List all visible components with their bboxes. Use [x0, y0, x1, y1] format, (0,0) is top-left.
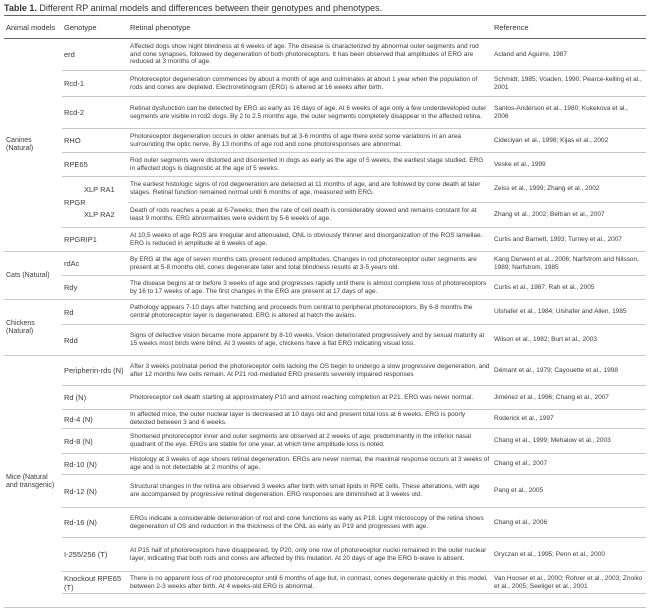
table-row — [4, 356, 646, 386]
phenotype-cell: Photoreceptor cell death starting at approximately P10 and almost reaching completion at P21. ERG was never normal. — [128, 386, 492, 410]
genotype-cell: Rd-12 (N) — [62, 475, 128, 508]
table-row — [4, 300, 646, 325]
animal-group-chickens: Chickens (Natural) — [4, 300, 62, 356]
phenotype-cell: The disease begins at or before 3 weeks of age and progresses rapidly until there is almost complete loss of photoreceptors by 16 to 17 weeks of age. The first changes in the ERG are present at 17 days of age. — [128, 276, 492, 300]
phenotype-cell: Affected dogs show night blindness at 6 weeks of age. The disease is characterized by abnormal outer segments and rod and cone synapses, followed by degeneration of both photoreceptors. It has been observed that amplitudes of ERG are reduced at 3 months of age. — [128, 39, 492, 71]
reference-cell: Pang et al., 2005 — [492, 475, 646, 508]
reference-cell: Curtis et al., 1987; Rah et al., 2005 — [492, 276, 646, 300]
header-row — [4, 16, 646, 39]
caption-label: Table 1. — [4, 3, 37, 13]
table-row — [4, 325, 646, 356]
caption-text: Different RP animal models and differences between their genotypes and phenotypes. — [39, 3, 383, 13]
phenotype-cell: There is no apparent loss of rod photoreceptor until 6 months of age but, in contrast, cones degenerate quickly in this model, between 2-3 weeks after birth. At 4 weeks-old ERG is abnormal. — [128, 572, 492, 594]
phenotype-cell: The earliest histologic signs of rod degeneration are detected at 11 months of age, and are followed by cone death at later stages. Retinal function remained normal until 6 months of age, measured with ERG. — [128, 177, 492, 203]
genotype-cell: Rcd-2 — [62, 97, 128, 129]
genotype-cell: Rd — [62, 300, 128, 325]
reference-cell — [492, 594, 646, 608]
table-row — [4, 454, 646, 475]
phenotype-cell: Histology at 3 weeks of age shows retinal degeneration. ERGs are never normal, the maximal response occurs at 3 weeks of age and is not detectable at 2 months of age. — [128, 454, 492, 475]
phenotype-cell: Signs of defective vision became more apparent by 8-10 weeks. Vision deteriorated progressively and by sexual maturity at 15 weeks most birds were blind. At 3 weeks of age, chickens have a flat ERG indicating visual loss. — [128, 325, 492, 356]
phenotype-cell: In affected mice, the outer nuclear layer is decreased at 10 days old and present total loss at 6 weeks. ERG is poorly detected between 3 and 6 weeks. — [128, 410, 492, 429]
table-row — [4, 410, 646, 429]
animal-group-canines: Canines (Natural) — [4, 39, 62, 252]
table-row — [4, 429, 646, 454]
phenotype-cell: After 3 weeks postnatal period the photoreceptor cells lacking the OS begin to undergo a slow progressive degeneration, and after 12 months few cells remain. At P21 rod-mediated ERG presents severely impaired responses — [128, 356, 492, 386]
genotype-cell — [62, 594, 128, 608]
rp-models-table — [4, 15, 646, 608]
genotype-cell: Rdd — [62, 325, 128, 356]
genotype-cell-rpgr — [62, 177, 128, 228]
reference-cell: Ulshafer et al., 1984; Ulshafer and Allen, 1985 — [492, 300, 646, 325]
reference-cell: Cideciyan et al., 1998; Kijas et al., 2002 — [492, 129, 646, 153]
phenotype-cell: Shortened photoreceptor inner and outer segments are observed at 2 weeks of age, predominantly in the inferior nasal quadrant of the eye. ERGs are stable for one year, at which time amplitude loss is noted. — [128, 429, 492, 454]
table-row — [4, 538, 646, 572]
table-row — [4, 508, 646, 538]
animal-group-cats: Cats (Natural) — [4, 252, 62, 300]
genotype-cell: Rd-4 (N) — [62, 410, 128, 429]
table-row — [4, 39, 646, 71]
genotype-cell: rdAc — [62, 252, 128, 276]
reference-cell: Van Hooser et al., 2000; Rohrer et al., 2003; Znoiko et al., 2005; Seeliger et al., 2001 — [492, 572, 646, 594]
reference-cell: Curtis and Barnett, 1993; Turney et al., 2007 — [492, 228, 646, 252]
genotype-cell: RHO — [62, 129, 128, 153]
header-reference: Reference — [492, 16, 646, 39]
genotype-cell: Rd-10 (N) — [62, 454, 128, 475]
genotype-xlpra2: XLP RA2 — [84, 210, 115, 219]
table-row — [4, 572, 646, 594]
phenotype-cell: At 10,5 weeks of age ROS are irregular and attenuated, ONL is obviously thinner and disorganization of the ROS lamellae. ERG is reduced in amplitude at 6 weeks of age. — [128, 228, 492, 252]
genotype-cell: Rd-8 (N) — [62, 429, 128, 454]
genotype-cell: RPGRIP1 — [62, 228, 128, 252]
reference-cell: Zeiss et al., 1999; Zhang et al., 2002 — [492, 177, 646, 203]
table-row — [4, 252, 646, 276]
table-row — [4, 97, 646, 129]
reference-cell: Chang et al., 2006 — [492, 508, 646, 538]
table-row — [4, 475, 646, 508]
genotype-cell: I-255/256 (T) — [62, 538, 128, 572]
reference-cell: Roderick et al., 1997 — [492, 410, 646, 429]
reference-cell: Kang Derwent et al., 2006; Narfstrom and Nilsson, 1989; Narfstrom, 1985 — [492, 252, 646, 276]
genotype-cell: Rd (N) — [62, 386, 128, 410]
phenotype-cell: Retinal dysfunction can be detected by ERG as early as 16 days of age. At 6 weeks of age only a few underdeveloped outer segments are visible in rcd2 dogs. By 2 to 2.5 months age, the outer segments completely disappear in the affected retina. — [128, 97, 492, 129]
phenotype-cell: At P15 half of photoreceptors have disappeared, by P20, only one row of photoreceptor nuclei remained in the outer nuclear layer, indicating that both rods and cones are affected by this mutation. At 20 days of age the ERG b-wave is absent. — [128, 538, 492, 572]
table-caption — [4, 3, 382, 13]
genotype-cell: Rcd-1 — [62, 71, 128, 97]
phenotype-cell: Structural changes in the retina are observed 3 weeks after birth with small lipids in RPE cells. These alterations, with age are accompanied by progressive retinal degeneration. ERG responses are diminished at 3 weeks old. — [128, 475, 492, 508]
reference-cell: Wilson et al., 1982; Burt et al., 2003 — [492, 325, 646, 356]
phenotype-cell: Pathology appears 7-10 days after hatching and proceeds from central to peripheral photoreceptors. By 6-8 months the central photoreceptor layer is degenerated. ERG is altered at hatch the avians. — [128, 300, 492, 325]
reference-cell: Zhang et al., 2002; Beltran et al., 2007 — [492, 202, 646, 228]
genotype-cell: erd — [62, 39, 128, 71]
header-animal-models: Animal models — [4, 16, 62, 39]
phenotype-cell: Death of rods reaches a peak at 6-7weeks, then the rate of cell death is considerably slowed and remains constant for at least 9 months. ERG abnormalities were evident by 5-6 weeks of age. — [128, 202, 492, 228]
reference-cell: Schmidt, 1985; Voaden, 1990; Pearce-kelling et al., 2001 — [492, 71, 646, 97]
phenotype-cell: ERGs indicate a considerable deterioration of rod and cone functions as early as P18. Light microscopy of the retina shows degeneration of OS and reduction in the thickness of the ONL as early as P19 and progresses with age. — [128, 508, 492, 538]
genotype-xlpra1: XLP RA1 — [84, 185, 115, 194]
phenotype-cell: By ERG at the age of seven months cats present reduced amplitudes. Changes in rod photoreceptor outer segments are present at 5-8 months old, cones degenerate later and total blindness results at 3-5 years old. — [128, 252, 492, 276]
genotype-cell: RPE65 — [62, 153, 128, 177]
reference-cell: Santos-Anderson et al., 1980; Kukekova et al., 2006 — [492, 97, 646, 129]
phenotype-cell: Photoreceptor degeneration commences by about a month of age and culminates at about 1 year when the population of rods and cones are depleted. Electroretinogram (ERG) is altered at 16 weeks after birth. — [128, 71, 492, 97]
reference-cell: Chang et al., 1999; Mehalow et al., 2003 — [492, 429, 646, 454]
table-row — [4, 276, 646, 300]
animal-group-mice: Mice (Natural and transgenic) — [4, 356, 62, 608]
genotype-cell: Knockout RPE65 (T) — [62, 572, 128, 594]
genotype-cell: Rd-16 (N) — [62, 508, 128, 538]
genotype-cell: Rdy — [62, 276, 128, 300]
phenotype-cell — [128, 594, 492, 608]
reference-cell: Veske et al., 1999 — [492, 153, 646, 177]
genotype-rpgr: RPGR — [64, 197, 86, 207]
table-row — [4, 228, 646, 252]
genotype-cell: Peripherin-rds (N) — [62, 356, 128, 386]
table-row — [4, 129, 646, 153]
phenotype-cell: Rod outer segments were distorted and disoriented in dogs as early as the age of 5 weeks, the earliest stage studied. ERG in affected dogs is diagnostic at the age of 5 weeks. — [128, 153, 492, 177]
reference-cell: Acland and Aguirre, 1987 — [492, 39, 646, 71]
reference-cell: Démant et al., 1979; Cayouette et al., 1998 — [492, 356, 646, 386]
table-row — [4, 177, 646, 203]
reference-cell: Gryczan et al., 1995; Penn et al., 2000 — [492, 538, 646, 572]
header-retinal-phenotype: Retinal phenotype — [128, 16, 492, 39]
reference-cell: Chang et al., 2007 — [492, 454, 646, 475]
table-row — [4, 386, 646, 410]
reference-cell: Jiménez et al., 1996; Chang et al., 2007 — [492, 386, 646, 410]
table-row — [4, 153, 646, 177]
table-row — [4, 71, 646, 97]
phenotype-cell: Photoreceptor degeneration occurs in older animals but at 3-6 months of age there exist some variations in an area surrounding the optic nerve. By 13 months of age rod and cone photoresponses are abnormal. — [128, 129, 492, 153]
header-genotype: Genotype — [62, 16, 128, 39]
table-row — [4, 594, 646, 608]
